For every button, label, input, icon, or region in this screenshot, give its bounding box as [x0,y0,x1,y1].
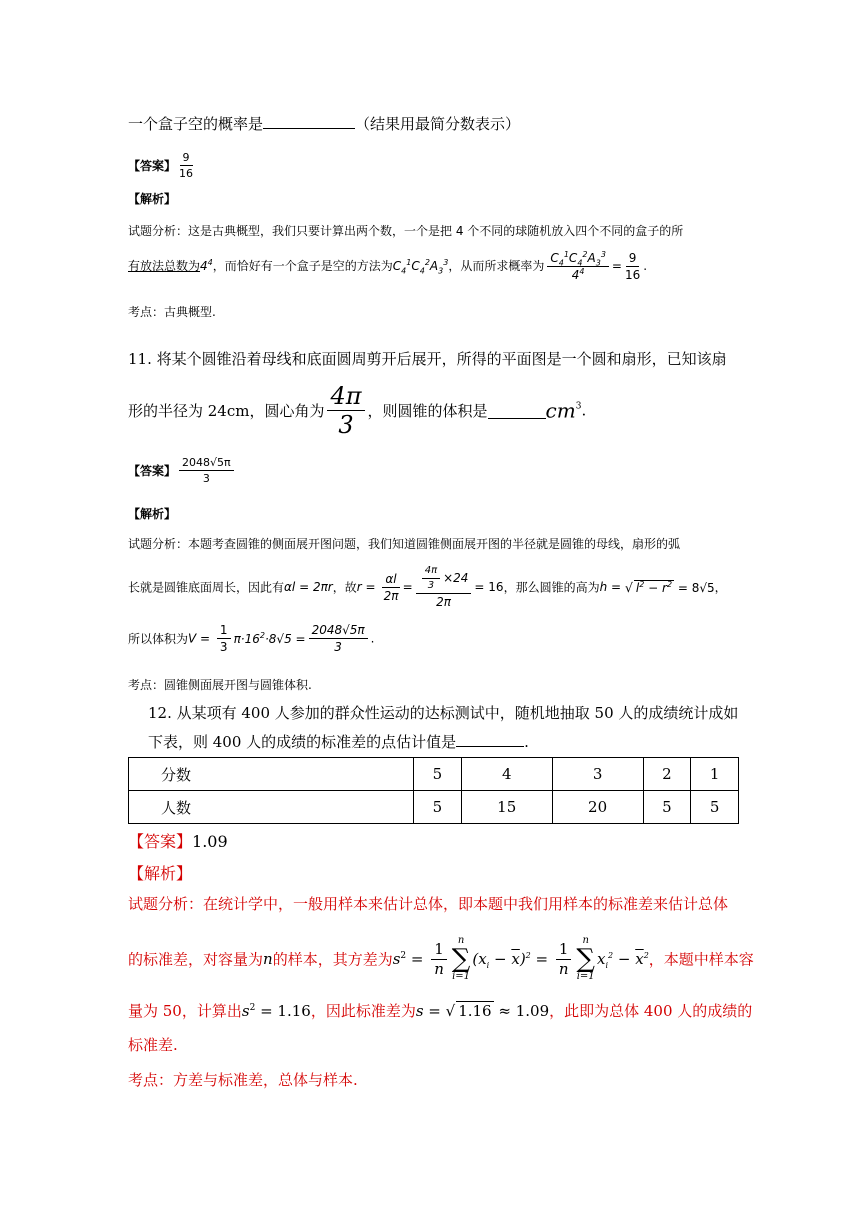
q10-answer: 【答案】 $\frac{9}{16}$ [128,151,194,180]
table-cell: 1 [691,758,739,791]
q12-answer: 【答案】1.09 [128,832,228,851]
q12-analysis-line2: 的标准差，对容量为n的样本，其方差为$s^2$ = $\frac{1}{n}$ n ∑ i=1 $(x_i - \overline{x})^2$ = $\frac{1}{n}$ n ∑ i=1 $x_i^2 - \overline{x}^2$，本题中样本容 [128,935,754,982]
q10-kaodian: 考点：古典概型. [128,305,216,319]
table-cell: 15 [461,791,552,824]
table-header-cell: 人数 [129,791,414,824]
q10-probability-expression: $\frac{C_4^1C_4^2A_3^3}{4^4}$ [547,252,609,281]
q12-line1: 12. 从某项有 400 人参加的群众性运动的达标测试中，随机地抽取 50 人的成绩统计成如 [148,704,739,722]
answer-blank [263,113,355,129]
q10-answer-fraction: $\frac{9}{16}$ [179,151,194,180]
table-cell: 5 [691,791,739,824]
q12-analysis-line3: 量为 50，计算出$s^2 = 1.16$，因此标准差为s = √ 1.16 ≈ 1.09，此即为总体 400 人的成绩的 [128,1002,753,1020]
q11-analysis-label: 【解析】 [128,507,177,521]
q10-analysis-label: 【解析】 [128,192,177,206]
q11-analysis-line3: 所以体积为V = $\frac{1}{3}$ $\pi\cdot 16^2\cdot 8√5$ = $\frac{2048√5\pi}{3}$ . [128,623,375,654]
q10-analysis-line2: 有放法总数为$4^4$，而恰好有一个盒子是空的方法为$C_4^1C_4^2A_3^3$，从而所求概率为 $\frac{C_4^1C_4^2A_3^3}{4^4}$ = $\frac{9}{16}$ . [128,250,648,282]
q10-analysis-line1: 试题分析：这是古典概型，我们只要计算出两个数，一个是把 4 个不同的球随机放入四个不同的盒子的所 [128,224,684,238]
q11-answer: 【答案】 $\frac{2048√5\pi}{3}$ [128,457,237,484]
table-row [129,791,739,824]
q11-line2: 形的半径为 24cm，圆心角为 $\frac{4\pi}{3}$ ，则圆锥的体积是 $cm^3$. [128,382,587,439]
q12-analysis-line4: 标准差. [128,1036,178,1054]
table-header-cell: 分数 [129,758,414,791]
table-cell: 3 [552,758,643,791]
q10-line1: 一个盒子空的概率是 （结果用最简分数表示） [128,115,521,133]
q12-analysis-label: 【解析】 [128,864,193,883]
table-row [129,758,739,791]
table-cell: 20 [552,791,643,824]
table-cell: 4 [461,758,552,791]
q10-probability-result: $\frac{9}{16}$ [624,251,641,282]
q12-kaodian: 考点：方差与标准差，总体与样本. [128,1071,358,1089]
q11-analysis-line2: 长就是圆锥底面周长，因此有αl = 2πr，故r = $\frac{\alpha l}{2\pi}$ = $\frac{4\pi}{3}$ ×24 2π = 16，那么圆锥的高为h = √ $l^2 - r^2 = 8√5$， [128,565,727,609]
score-table [128,757,739,824]
q11-answer-fraction: $\frac{2048√5\pi}{3}$ [179,457,234,484]
q11-line1: 11. 将某个圆锥沿着母线和底面圆周剪开后展开，所得的平面图是一个圆和扇形，已知该扇 [128,350,727,368]
answer-blank [488,403,546,419]
answer-blank [456,731,524,747]
table-cell: 5 [414,791,462,824]
q12-line2: 下表，则 400 人的成绩的标准差的点估计值是 . [148,733,529,751]
q12-analysis-line1: 试题分析：在统计学中，一般用样本来估计总体，即本题中我们用样本的标准差来估计总体 [128,895,729,913]
table-cell: 2 [643,758,691,791]
table-cell: 5 [643,791,691,824]
table-cell: 5 [414,758,462,791]
q11-analysis-line1: 试题分析：本题考查圆锥的侧面展开图问题，我们知道圆锥侧面展开图的半径就是圆锥的母线，扇形的弧 [128,537,681,551]
q11-kaodian: 考点：圆锥侧面展开图与圆锥体积. [128,678,312,692]
central-angle-fraction: $\frac{4\pi}{3}$ [327,384,364,437]
